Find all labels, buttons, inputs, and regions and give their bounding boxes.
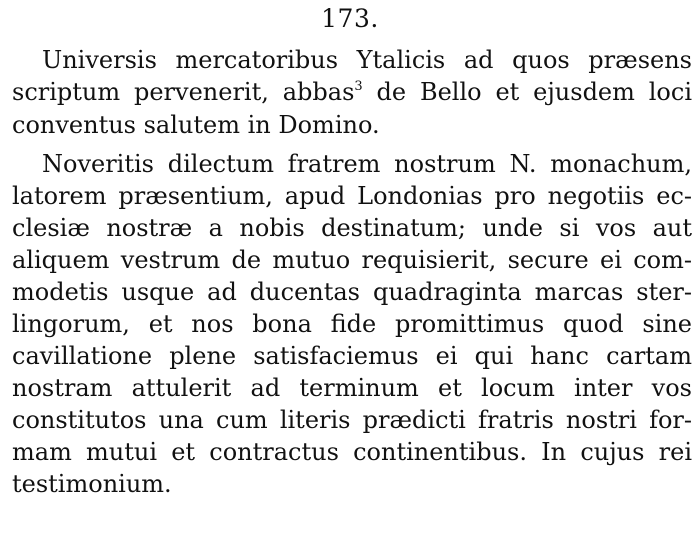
body-line-9: constitutos una cum literis prædicti fratris nostri for-: [12, 406, 692, 434]
body-line-10: mam mutui et contractus continentibus. In cujus rei: [12, 438, 692, 466]
body-line-3: clesiæ nostræ a nobis destinatum; unde si vos aut: [12, 214, 692, 242]
body-line-6: lingorum, et nos bona fide promittimus quod sine: [12, 310, 692, 338]
heading-line-2: [12, 76, 692, 108]
heading-line-3: conventus salutem in Domino.: [12, 111, 380, 139]
heading-line-2-rest: de Bello et ejusdem loci: [362, 78, 692, 106]
body-line-1: Noveritis dilectum fratrem nostrum N. monachum,: [42, 150, 692, 178]
body-line-4: aliquem vestrum de mutuo requisierit, secure ei com-: [12, 246, 692, 274]
body-line-11: testimonium.: [12, 470, 172, 498]
heading-line-1: Universis mercatoribus Ytalicis ad quos præsens: [42, 46, 692, 74]
page-number: 173.: [321, 4, 379, 33]
body-line-7: cavillatione plene satisfaciemus ei qui hanc cartam: [12, 342, 692, 370]
body-line-5: modetis usque ad ducentas quadraginta marcas ster-: [12, 278, 692, 306]
heading-line-2-text: scriptum pervenerit, abbas: [12, 78, 355, 106]
body-line-8: nostram attulerit ad terminum et locum inter vos: [12, 374, 692, 402]
body-line-2: latorem præsentium, apud Londonias pro negotiis ec-: [12, 182, 692, 210]
footnote-marker: 3: [354, 79, 363, 94]
